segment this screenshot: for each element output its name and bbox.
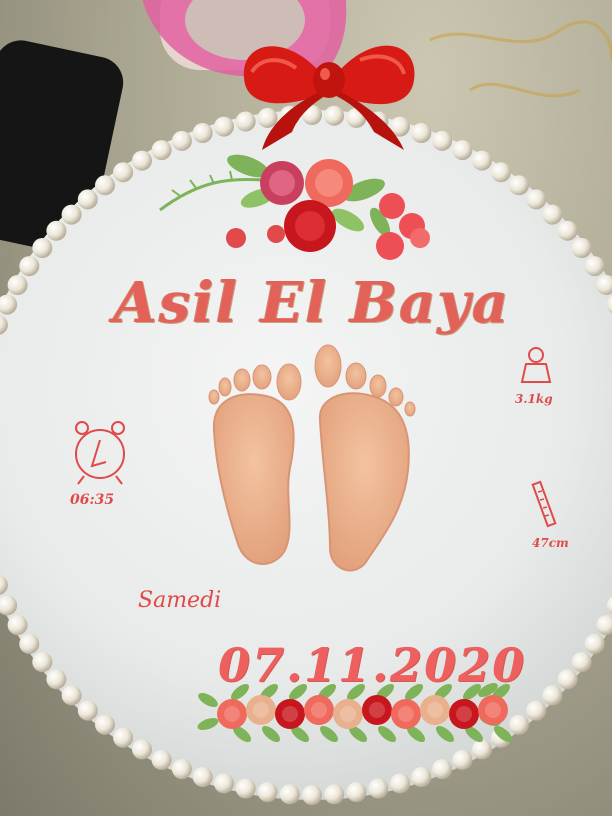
pearl xyxy=(46,221,66,241)
birth-weight: 3.1kg xyxy=(515,392,553,406)
pearl xyxy=(62,205,82,225)
pearl xyxy=(46,669,66,689)
pearl xyxy=(302,785,322,805)
pearl xyxy=(324,784,344,804)
pearl xyxy=(346,782,366,802)
garland-flower-center xyxy=(224,706,240,722)
pearl xyxy=(8,615,28,635)
garland-flower-center xyxy=(340,706,356,722)
pearl xyxy=(258,108,278,128)
pearl xyxy=(152,140,172,160)
garland-flower-center xyxy=(282,706,298,722)
garland-flower-center xyxy=(427,702,443,718)
pearl xyxy=(172,131,192,151)
pearl xyxy=(491,162,511,182)
garland-flower-center xyxy=(398,706,414,722)
birth-time: 06:35 xyxy=(70,492,115,508)
baby-name: Asil El Baya xyxy=(113,270,511,336)
pearl xyxy=(236,112,256,132)
pearl xyxy=(585,256,605,276)
pearl xyxy=(572,652,592,672)
pearl xyxy=(152,750,172,770)
birth-day: Samedi xyxy=(138,588,222,613)
garland-flower-center xyxy=(311,702,327,718)
pearl xyxy=(62,685,82,705)
pearl xyxy=(214,773,234,793)
pearl xyxy=(411,767,431,787)
garland-flower-center xyxy=(253,702,269,718)
birth-length: 47cm xyxy=(532,536,569,550)
pearl xyxy=(526,701,546,721)
pearl xyxy=(113,162,133,182)
pearl xyxy=(172,759,192,779)
pearl xyxy=(432,759,452,779)
pearl xyxy=(572,238,592,258)
pearl xyxy=(32,238,52,258)
pearl xyxy=(32,652,52,672)
birth-date: 07.11.2020 xyxy=(218,638,527,692)
pearl xyxy=(113,728,133,748)
pearl xyxy=(558,669,578,689)
pearl xyxy=(214,117,234,137)
pearl xyxy=(411,123,431,143)
pearl xyxy=(368,779,388,799)
pearl xyxy=(472,151,492,171)
pearl xyxy=(132,739,152,759)
pearl xyxy=(432,131,452,151)
pearl xyxy=(509,715,529,735)
pearl xyxy=(324,106,344,126)
pearl xyxy=(78,701,98,721)
pearl xyxy=(95,715,115,735)
pearl xyxy=(526,189,546,209)
pearl xyxy=(19,256,39,276)
pearl xyxy=(558,221,578,241)
pearl xyxy=(542,205,562,225)
garland-flower-center xyxy=(369,702,385,718)
pearl xyxy=(452,140,472,160)
garland-flower-center xyxy=(485,702,501,718)
pearl xyxy=(472,739,492,759)
pearl xyxy=(78,189,98,209)
pearl xyxy=(509,175,529,195)
pearl xyxy=(585,634,605,654)
pearl xyxy=(193,767,213,787)
pearl xyxy=(236,779,256,799)
pearl xyxy=(8,275,28,295)
pearl xyxy=(19,634,39,654)
pearl xyxy=(280,784,300,804)
pearl xyxy=(95,175,115,195)
pearl xyxy=(452,750,472,770)
pearl xyxy=(258,782,278,802)
pearl xyxy=(132,151,152,171)
pearl xyxy=(542,685,562,705)
garland-flower-center xyxy=(456,706,472,722)
pearl xyxy=(193,123,213,143)
pearl xyxy=(390,773,410,793)
